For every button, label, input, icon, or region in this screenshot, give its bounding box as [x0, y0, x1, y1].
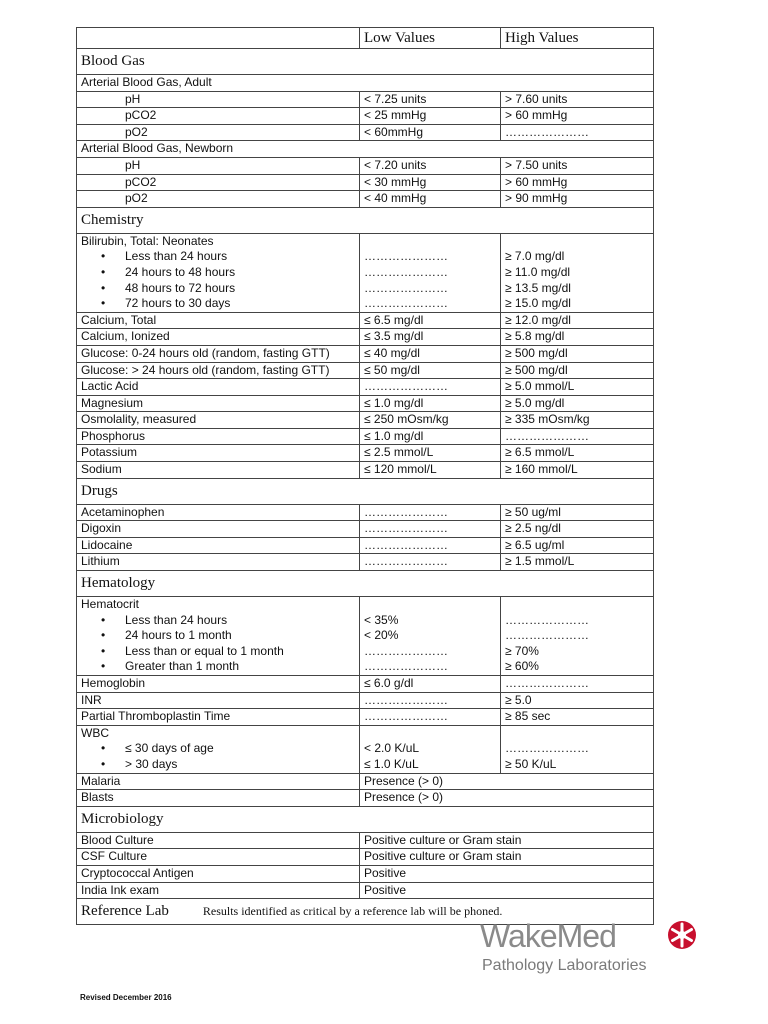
- critical-value: Positive culture or Gram stain: [360, 849, 654, 866]
- high-value: ≥ 500 mg/dl: [501, 345, 654, 362]
- header-low: Low Values: [360, 28, 501, 49]
- low-values: [360, 597, 501, 676]
- list-item-label: 24 hours to 1 month: [125, 628, 232, 643]
- low-value: ≤ 6.5 mg/dl: [360, 312, 501, 329]
- high-value: ≥ 5.0 mg/dl: [501, 395, 654, 412]
- table-row: [77, 379, 654, 396]
- low-value: ≤ 1.0 mg/dl: [360, 395, 501, 412]
- table-row: [77, 157, 654, 174]
- low-value: ≤ 6.0 g/dl: [360, 676, 501, 693]
- section-title: Blood Gas: [77, 49, 654, 75]
- high-value: ≥ 70%: [505, 643, 539, 658]
- low-value: < 20%: [364, 628, 399, 643]
- bullet-group-row: [77, 725, 654, 773]
- table-row: [77, 108, 654, 125]
- test-name-text: Glucose: 0-24 hours old (random, fasting GTT): [81, 345, 330, 360]
- test-name-text: pO2: [125, 124, 148, 139]
- critical-value: Presence (> 0): [360, 790, 654, 807]
- low-value: ≤ 2.5 mmol/L: [360, 445, 501, 462]
- table-row: [77, 676, 654, 693]
- low-value: ≤ 3.5 mg/dl: [360, 329, 501, 346]
- high-value: ≥ 2.5 ng/dl: [501, 521, 654, 538]
- test-name: [77, 554, 360, 571]
- test-name-text: pH: [125, 91, 141, 106]
- high-value: ≥ 7.0 mg/dl: [505, 249, 565, 264]
- critical-value: Positive: [360, 882, 654, 899]
- low-value: ≤ 50 mg/dl: [360, 362, 501, 379]
- critical-value: Positive culture or Gram stain: [360, 832, 654, 849]
- table-row: [77, 362, 654, 379]
- test-name: [77, 537, 360, 554]
- section-header-blood_gas: [77, 49, 654, 75]
- low-value: …………………: [360, 379, 501, 396]
- table-row: [77, 882, 654, 899]
- low-value: ≤ 40 mg/dl: [360, 345, 501, 362]
- test-name: [77, 395, 360, 412]
- group-title-row: [77, 75, 654, 92]
- test-name: [77, 91, 360, 108]
- low-value: < 30 mmHg: [360, 174, 501, 191]
- test-name: [77, 412, 360, 429]
- low-value: …………………: [360, 709, 501, 726]
- critical-values-table: [76, 27, 654, 925]
- low-value: …………………: [360, 504, 501, 521]
- test-name: India Ink exam: [77, 882, 360, 899]
- table-row: [77, 554, 654, 571]
- test-name: Blood Culture: [77, 832, 360, 849]
- test-name-text: Calcium, Ionized: [81, 329, 170, 344]
- test-name: [77, 428, 360, 445]
- high-value: ≥ 5.0: [501, 692, 654, 709]
- table-row: [77, 312, 654, 329]
- table-row: [77, 191, 654, 208]
- group-title: WBC: [81, 725, 109, 740]
- list-item-label: ≤ 30 days of age: [125, 741, 214, 756]
- list-item: [81, 265, 355, 281]
- bullet-icon: •: [101, 612, 106, 627]
- test-name-text: Partial Thromboplastin Time: [81, 709, 231, 724]
- group-title: Arterial Blood Gas, Adult: [77, 75, 654, 92]
- section-title: Reference Lab: [81, 903, 169, 920]
- list-item: [81, 249, 355, 265]
- test-name: [77, 379, 360, 396]
- test-name-text: Hemoglobin: [81, 676, 146, 690]
- table-row: [77, 329, 654, 346]
- test-name: Cryptococcal Antigen: [77, 865, 360, 882]
- test-name: [77, 124, 360, 141]
- high-value: > 90 mmHg: [501, 191, 654, 208]
- high-values: [501, 233, 654, 312]
- test-name: [77, 504, 360, 521]
- high-value: …………………: [501, 676, 654, 693]
- table-row: [77, 709, 654, 726]
- test-name-text: Osmolality, measured: [81, 412, 197, 427]
- test-group: [77, 725, 360, 773]
- high-value: ≥ 5.8 mg/dl: [501, 329, 654, 346]
- low-values: [360, 233, 501, 312]
- section-header-hematology: [77, 571, 654, 597]
- test-name: [77, 174, 360, 191]
- list-item-label: > 30 days: [125, 756, 178, 771]
- logo-subtitle: Pathology Laboratories: [482, 957, 647, 974]
- test-name: [77, 521, 360, 538]
- high-value: > 7.60 units: [501, 91, 654, 108]
- high-value: ≥ 6.5 ug/ml: [501, 537, 654, 554]
- low-value: …………………: [364, 264, 448, 279]
- bullet-group-row: [77, 233, 654, 312]
- table-row: [77, 412, 654, 429]
- list-item: [81, 628, 355, 644]
- group-title: Hematocrit: [81, 597, 140, 612]
- test-name: Malaria: [77, 773, 360, 790]
- test-name-text: pH: [125, 157, 141, 172]
- test-name-text: pCO2: [125, 174, 157, 189]
- low-value: …………………: [360, 554, 501, 571]
- bullet-icon: •: [101, 280, 106, 295]
- bullet-icon: •: [101, 756, 106, 771]
- header-blank: [77, 28, 360, 49]
- list-item-label: Less than 24 hours: [125, 249, 228, 264]
- bullet-icon: •: [101, 643, 106, 658]
- high-value: ≥ 5.0 mmol/L: [501, 379, 654, 396]
- test-name-text: Magnesium: [81, 395, 144, 410]
- test-name-text: Digoxin: [81, 521, 122, 536]
- high-value: …………………: [505, 741, 589, 756]
- list-item: [81, 757, 355, 773]
- high-value: ≥ 12.0 mg/dl: [501, 312, 654, 329]
- test-name: [77, 157, 360, 174]
- table-row: [77, 91, 654, 108]
- low-value: …………………: [360, 521, 501, 538]
- test-name-text: Acetaminophen: [81, 504, 165, 519]
- table-row: [77, 692, 654, 709]
- list-item: [81, 281, 355, 297]
- table-row: [77, 124, 654, 141]
- low-value: …………………: [364, 659, 448, 674]
- section-header-microbiology: [77, 806, 654, 832]
- section-title: Drugs: [77, 478, 654, 504]
- bullet-icon: •: [101, 659, 106, 674]
- high-value: ≥ 500 mg/dl: [501, 362, 654, 379]
- low-value: …………………: [360, 692, 501, 709]
- high-value: ≥ 85 sec: [501, 709, 654, 726]
- high-value: …………………: [505, 628, 589, 643]
- low-value: < 25 mmHg: [360, 108, 501, 125]
- low-value: ≤ 250 mOsm/kg: [360, 412, 501, 429]
- test-name-text: Sodium: [81, 462, 122, 477]
- high-value: ≥ 160 mmol/L: [501, 462, 654, 479]
- high-values: [501, 597, 654, 676]
- test-name: [77, 362, 360, 379]
- group-title: Arterial Blood Gas, Newborn: [77, 141, 654, 158]
- low-value: …………………: [364, 280, 448, 295]
- table-row: [77, 462, 654, 479]
- test-name: [77, 312, 360, 329]
- section-title: Microbiology: [77, 806, 654, 832]
- list-item: [81, 644, 355, 660]
- test-name-text: Lactic Acid: [81, 379, 139, 394]
- low-value: < 40 mmHg: [360, 191, 501, 208]
- low-value: …………………: [364, 249, 448, 264]
- bullet-icon: •: [101, 741, 106, 756]
- test-name-text: Lithium: [81, 554, 120, 569]
- column-header-row: [77, 28, 654, 49]
- reference-note: Results identified as critical by a reference lab will be phoned.: [202, 904, 503, 919]
- test-name: [77, 191, 360, 208]
- high-value: ≥ 15.0 mg/dl: [505, 296, 571, 311]
- list-item-label: 48 hours to 72 hours: [125, 280, 236, 295]
- bullet-group-row: [77, 597, 654, 676]
- wakemed-logo: [480, 918, 700, 978]
- high-value: > 60 mmHg: [501, 174, 654, 191]
- critical-value: Presence (> 0): [360, 773, 654, 790]
- table-row: [77, 174, 654, 191]
- test-name-text: Phosphorus: [81, 428, 146, 443]
- low-value: ≤ 120 mmol/L: [360, 462, 501, 479]
- high-value: …………………: [501, 428, 654, 445]
- test-name-text: Calcium, Total: [81, 312, 157, 327]
- test-name: [77, 676, 360, 693]
- test-group: [77, 233, 360, 312]
- bullet-icon: •: [101, 296, 106, 311]
- low-value: < 7.20 units: [360, 157, 501, 174]
- section-header-drugs: [77, 478, 654, 504]
- high-value: ≥ 13.5 mg/dl: [505, 280, 571, 295]
- list-item-label: 72 hours to 30 days: [125, 296, 231, 311]
- test-name: [77, 709, 360, 726]
- test-name: [77, 445, 360, 462]
- low-value: …………………: [360, 537, 501, 554]
- low-value: < 35%: [364, 612, 399, 627]
- test-name: [77, 108, 360, 125]
- header-high: High Values: [501, 28, 654, 49]
- critical-value: Positive: [360, 865, 654, 882]
- low-value: < 60mmHg: [360, 124, 501, 141]
- list-item-label: 24 hours to 48 hours: [125, 264, 236, 279]
- table-row: [77, 537, 654, 554]
- high-value: …………………: [505, 612, 589, 627]
- table-row: [77, 345, 654, 362]
- table-row: [77, 395, 654, 412]
- test-group: [77, 597, 360, 676]
- group-title-row: [77, 141, 654, 158]
- high-value: ≥ 6.5 mmol/L: [501, 445, 654, 462]
- table-row: [77, 428, 654, 445]
- test-name-text: pO2: [125, 191, 148, 206]
- low-values: [360, 725, 501, 773]
- list-item: [81, 741, 355, 757]
- high-value: > 7.50 units: [501, 157, 654, 174]
- table-row: [77, 849, 654, 866]
- test-name-text: pCO2: [125, 108, 157, 123]
- section-title: Chemistry: [77, 207, 654, 233]
- table-row: [77, 445, 654, 462]
- low-value: < 7.25 units: [360, 91, 501, 108]
- high-value: > 60 mmHg: [501, 108, 654, 125]
- low-value: ≤ 1.0 mg/dl: [360, 428, 501, 445]
- test-name-text: INR: [81, 692, 102, 707]
- list-item-label: Greater than 1 month: [125, 659, 240, 674]
- logo-mark-icon: [667, 920, 697, 950]
- high-value: …………………: [501, 124, 654, 141]
- test-name: [77, 462, 360, 479]
- high-value: ≥ 1.5 mmol/L: [501, 554, 654, 571]
- high-values: [501, 725, 654, 773]
- bullet-icon: •: [101, 249, 106, 264]
- list-item: [81, 613, 355, 629]
- test-name-text: Glucose: > 24 hours old (random, fasting GTT): [81, 362, 330, 377]
- table-row: [77, 521, 654, 538]
- table-row: [77, 865, 654, 882]
- test-name: [77, 345, 360, 362]
- logo-brand: WakeMed: [480, 918, 616, 954]
- group-title: Bilirubin, Total: Neonates: [81, 233, 214, 248]
- high-value: ≥ 60%: [505, 659, 539, 674]
- revision-footer: Revised December 2016: [80, 993, 172, 1002]
- table-row: [77, 790, 654, 807]
- low-value: ≤ 1.0 K/uL: [364, 756, 419, 771]
- test-name-text: Lidocaine: [81, 537, 133, 552]
- list-item-label: Less than 24 hours: [125, 612, 228, 627]
- section-header-chemistry: [77, 207, 654, 233]
- table-row: [77, 773, 654, 790]
- section-title: Hematology: [77, 571, 654, 597]
- low-value: …………………: [364, 296, 448, 311]
- test-name: [77, 329, 360, 346]
- high-value: ≥ 11.0 mg/dl: [505, 264, 571, 279]
- test-name: Blasts: [77, 790, 360, 807]
- table-row: [77, 504, 654, 521]
- low-value: < 2.0 K/uL: [364, 741, 420, 756]
- bullet-icon: •: [101, 628, 106, 643]
- high-value: ≥ 50 ug/ml: [501, 504, 654, 521]
- low-value: …………………: [364, 643, 448, 658]
- test-name: [77, 692, 360, 709]
- high-value: ≥ 335 mOsm/kg: [501, 412, 654, 429]
- list-item-label: Less than or equal to 1 month: [125, 643, 284, 658]
- table-row: [77, 832, 654, 849]
- list-item: [81, 659, 355, 675]
- bullet-icon: •: [101, 264, 106, 279]
- high-value: ≥ 50 K/uL: [505, 756, 557, 771]
- list-item: [81, 296, 355, 312]
- test-name-text: Potassium: [81, 445, 138, 460]
- test-name: CSF Culture: [77, 849, 360, 866]
